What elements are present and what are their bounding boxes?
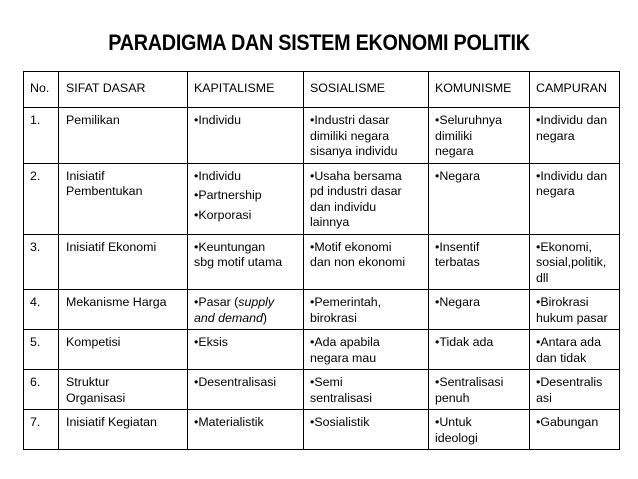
cell-line: hukum pasar	[536, 310, 608, 325]
cell-sosialisme	[304, 410, 429, 450]
cell-komunisme	[429, 234, 530, 290]
cell-line: Inisiatif	[66, 168, 105, 183]
cell-line: •Negara	[435, 295, 480, 309]
cell-line: terbatas	[435, 255, 480, 269]
table-header-row	[24, 72, 620, 108]
cell-sosialisme	[304, 370, 429, 410]
cell-campuran	[530, 410, 620, 450]
cell-sosialisme	[304, 234, 429, 290]
cell-no: 6.	[24, 370, 59, 410]
cell-line: Organisasi	[66, 390, 126, 405]
table-row	[24, 234, 620, 290]
cell-line: negara mau	[310, 350, 377, 365]
cell-line: dimiliki negara	[310, 128, 390, 143]
header-kapitalisme: KAPITALISME	[188, 72, 304, 108]
cell-line: •Ekonomi,	[536, 239, 592, 254]
cell-no: 1.	[24, 108, 59, 164]
cell-line: •Individu dan	[536, 113, 608, 127]
cell-line: •Antara ada	[536, 335, 601, 349]
cell-komunisme	[429, 290, 530, 330]
cell-line: •Korporasi	[194, 207, 252, 222]
cell-sifat-dasar	[59, 234, 188, 290]
cell-kapitalisme	[188, 163, 304, 234]
cell-line: •Pasar (supply	[194, 295, 275, 309]
cell-komunisme	[429, 330, 530, 370]
cell-line: Pemilikan	[66, 113, 120, 127]
cell-line: Mekanisme Harga	[66, 295, 167, 309]
cell-line: •Sentralisasi	[435, 375, 504, 389]
header-no: No.	[24, 72, 59, 108]
cell-line: •Individu dan	[536, 168, 608, 183]
cell-line: •Eksis	[194, 335, 228, 349]
economic-systems-table	[23, 71, 620, 450]
cell-line: •Industri dasar	[310, 113, 390, 127]
table-row	[24, 330, 620, 370]
cell-line: Kompetisi	[66, 335, 121, 349]
table-row	[24, 290, 620, 330]
cell-sifat-dasar	[59, 330, 188, 370]
cell-line: Inisiatif Ekonomi	[66, 239, 157, 254]
cell-line: dll	[536, 270, 549, 285]
cell-line: sentralisasi	[310, 390, 372, 405]
cell-line: •Sosialistik	[310, 415, 370, 429]
cell-kapitalisme	[188, 290, 304, 330]
cell-line: negara	[536, 184, 575, 198]
cell-line: •Individu	[194, 113, 242, 127]
cell-line: •Negara	[435, 168, 480, 183]
cell-line: ideologi	[435, 430, 478, 445]
table-row	[24, 163, 620, 234]
cell-kapitalisme	[188, 330, 304, 370]
cell-campuran	[530, 163, 620, 234]
cell-campuran	[530, 330, 620, 370]
cell-sosialisme	[304, 290, 429, 330]
cell-line: •Keuntungan	[194, 239, 266, 254]
cell-campuran	[530, 290, 620, 330]
header-campuran: CAMPURAN	[530, 72, 620, 108]
cell-sifat-dasar	[59, 410, 188, 450]
cell-line: •Motif ekonomi	[310, 239, 392, 254]
cell-line: sbg motif utama	[194, 255, 283, 269]
cell-line: birokrasi	[310, 310, 357, 325]
cell-line: pd industri dasar	[310, 184, 402, 198]
cell-campuran	[530, 370, 620, 410]
cell-line: penuh	[435, 390, 470, 405]
cell-line: dimiliki	[435, 128, 473, 143]
table-row	[24, 108, 620, 164]
cell-campuran	[530, 234, 620, 290]
cell-campuran	[530, 108, 620, 164]
header-sifat-dasar: SIFAT DASAR	[59, 72, 188, 108]
cell-line: •Birokrasi	[536, 295, 589, 309]
cell-sifat-dasar	[59, 108, 188, 164]
cell-line: •Untuk	[435, 415, 472, 429]
cell-line: •Semi	[310, 375, 343, 389]
cell-komunisme	[429, 410, 530, 450]
cell-line: sisanya individu	[310, 144, 398, 158]
cell-line: lainnya	[310, 215, 350, 229]
cell-komunisme	[429, 163, 530, 234]
cell-sifat-dasar	[59, 290, 188, 330]
cell-line: •Partnership	[194, 188, 262, 202]
cell-no: 2.	[24, 163, 59, 234]
cell-line: •Individu	[194, 168, 242, 183]
cell-line: •Usaha bersama	[310, 168, 402, 183]
cell-sifat-dasar	[59, 370, 188, 410]
cell-komunisme	[429, 370, 530, 410]
cell-line: dan tidak	[536, 350, 587, 365]
cell-line: •Ada apabila	[310, 335, 380, 349]
cell-kapitalisme	[188, 234, 304, 290]
cell-line: and demand)	[194, 310, 268, 325]
cell-line: •Pemerintah,	[310, 295, 382, 309]
cell-line: •Insentif	[435, 239, 480, 254]
cell-line: •Seluruhnya	[435, 113, 503, 127]
table-row	[24, 410, 620, 450]
cell-kapitalisme	[188, 108, 304, 164]
table-row	[24, 370, 620, 410]
cell-line: Pembentukan	[66, 184, 143, 198]
cell-komunisme	[429, 108, 530, 164]
cell-kapitalisme	[188, 370, 304, 410]
cell-sosialisme	[304, 163, 429, 234]
cell-line: •Tidak ada	[435, 335, 494, 349]
cell-line: dan non ekonomi	[310, 255, 406, 269]
cell-line: negara	[435, 144, 474, 158]
cell-no: 7.	[24, 410, 59, 450]
cell-line: sosial,politik,	[536, 255, 607, 269]
cell-line: Struktur	[66, 375, 110, 389]
cell-line: negara	[536, 128, 575, 143]
cell-no: 4.	[24, 290, 59, 330]
cell-line: •Gabungan	[536, 415, 599, 429]
cell-no: 5.	[24, 330, 59, 370]
cell-no: 3.	[24, 234, 59, 290]
cell-line: •Materialistik	[194, 415, 264, 429]
cell-line: asi	[536, 390, 552, 405]
cell-sosialisme	[304, 330, 429, 370]
cell-line: dan individu	[310, 199, 377, 214]
header-komunisme: KOMUNISME	[429, 72, 530, 108]
cell-line: •Desentralisasi	[194, 375, 277, 389]
cell-line: Inisiatif Kegiatan	[66, 415, 157, 429]
cell-kapitalisme	[188, 410, 304, 450]
page-title: PARADIGMA DAN SISTEM EKONOMI POLITIK	[108, 30, 530, 55]
header-sosialisme: SOSIALISME	[304, 72, 429, 108]
cell-line: •Desentralis	[536, 375, 603, 389]
cell-sifat-dasar	[59, 163, 188, 234]
cell-sosialisme	[304, 108, 429, 164]
